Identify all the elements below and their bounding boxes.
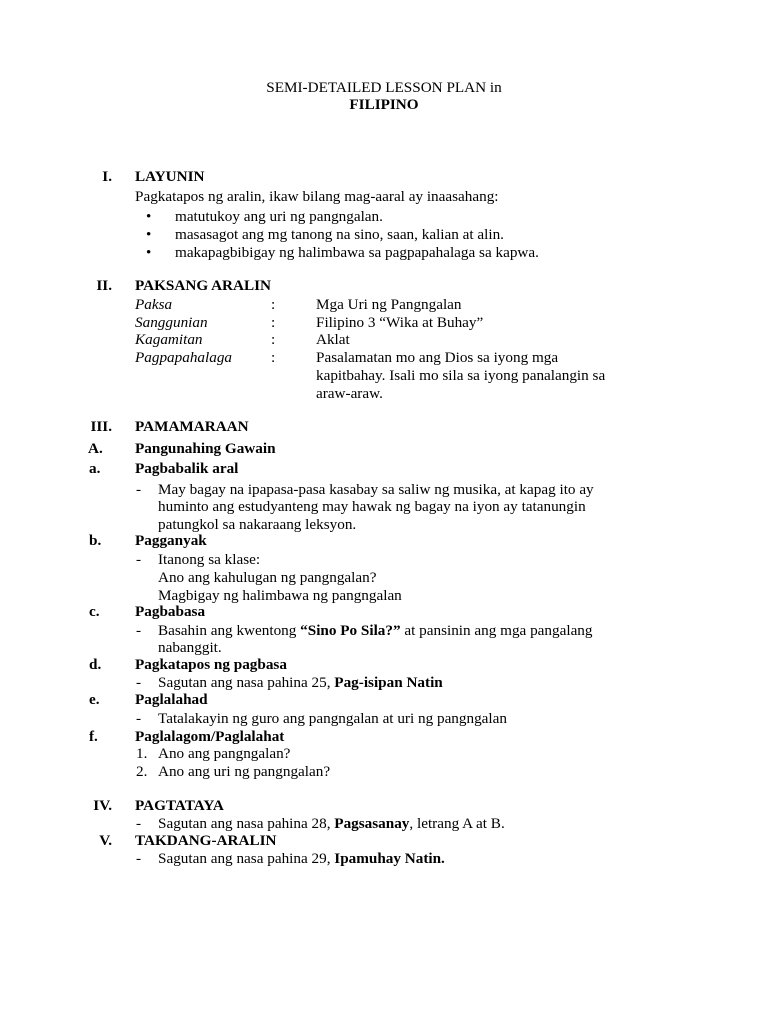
step-d-letter: d. xyxy=(89,656,102,673)
dash: - xyxy=(136,551,142,568)
list-number: 1. xyxy=(136,745,148,762)
assessment-text-pre: Sagutan ang nasa pahina 28, xyxy=(158,815,335,832)
colon: : xyxy=(271,349,276,366)
step-f-letter: f. xyxy=(89,728,98,745)
bullet-icon: • xyxy=(146,244,152,261)
step-b-title: Pagganyak xyxy=(135,532,207,549)
materials-value: Aklat xyxy=(316,331,350,348)
objective-item: matutukoy ang uri ng pangngalan. xyxy=(175,208,383,225)
step-c-letter: c. xyxy=(89,603,100,620)
step-c-text-pre: Basahin ang kwentong xyxy=(158,622,301,639)
assessment-text-post: , letrang A at B. xyxy=(409,815,505,832)
step-b-text: Ano ang kahulugan ng pangngalan? xyxy=(158,569,377,586)
colon: : xyxy=(271,331,276,348)
values-value: araw-araw. xyxy=(316,385,383,402)
bullet-icon: • xyxy=(146,226,152,243)
subsection-A-title: Pangunahing Gawain xyxy=(135,440,276,457)
homework-text xyxy=(158,850,445,868)
step-a-title: Pagbabalik aral xyxy=(135,460,239,477)
dash: - xyxy=(136,622,142,639)
step-e-title: Paglalahad xyxy=(135,691,208,708)
step-d-text xyxy=(158,674,443,692)
step-c-text xyxy=(158,622,593,640)
topic-label: Paksa xyxy=(135,296,173,313)
step-c-text-post: at pansinin ang mga pangalang xyxy=(400,622,593,639)
colon: : xyxy=(271,314,276,331)
colon: : xyxy=(271,296,276,313)
section-3-title: PAMAMARAAN xyxy=(135,418,249,435)
section-5-number: V. xyxy=(99,832,112,849)
objective-item: makapagbibigay ng halimbawa sa pagpapahalaga sa kapwa. xyxy=(175,244,539,261)
assessment-text xyxy=(158,815,505,833)
section-1-title: LAYUNIN xyxy=(135,168,205,185)
section-2-title: PAKSANG ARALIN xyxy=(135,277,271,294)
reference-label: Sanggunian xyxy=(135,314,208,331)
section-2-number: II. xyxy=(96,277,112,294)
section-1-number: I. xyxy=(102,168,112,185)
subsection-A-number: A. xyxy=(88,440,103,457)
step-a-text: May bagay na ipapasa-pasa kasabay sa saliw ng musika, at kapag ito ay xyxy=(158,481,594,498)
exercise-title: Pagsasanay xyxy=(334,815,410,832)
step-a-letter: a. xyxy=(89,460,101,477)
materials-label: Kagamitan xyxy=(135,331,203,348)
step-f-title: Paglalagom/Paglalahat xyxy=(135,728,285,745)
document-subject: FILIPINO xyxy=(349,96,419,113)
story-title: “Sino Po Sila?” xyxy=(300,622,401,639)
activity-title: Pag-isipan Natin xyxy=(334,674,443,691)
section-3-number: III. xyxy=(90,418,112,435)
dash: - xyxy=(136,481,142,498)
step-d-title: Pagkatapos ng pagbasa xyxy=(135,656,287,673)
step-a-text: patungkol sa nakaraang leksyon. xyxy=(158,516,357,533)
homework-text-pre: Sagutan ang nasa pahina 29, xyxy=(158,850,335,867)
dash: - xyxy=(136,815,142,832)
step-e-text: Tatalakayin ng guro ang pangngalan at uri ng pangngalan xyxy=(158,710,507,727)
step-c-title: Pagbabasa xyxy=(135,603,206,620)
step-a-text: huminto ang estudyanteng may hawak ng bagay na iyon ay tatanungin xyxy=(158,498,586,515)
dash: - xyxy=(136,674,142,691)
section-4-title: PAGTATAYA xyxy=(135,797,224,814)
topic-value: Mga Uri ng Pangngalan xyxy=(316,296,462,313)
question-item: Ano ang pangngalan? xyxy=(158,745,291,762)
values-label: Pagpapahalaga xyxy=(135,349,233,366)
document-title: SEMI-DETAILED LESSON PLAN in xyxy=(266,79,502,96)
section-1-intro: Pagkatapos ng aralin, ikaw bilang mag-aaral ay inaasahang: xyxy=(135,188,499,205)
step-c-text: nabanggit. xyxy=(158,639,222,656)
step-b-text: Itanong sa klase: xyxy=(158,551,261,568)
values-value: kapitbahay. Isali mo sila sa iyong panalangin sa xyxy=(316,367,606,384)
reference-value: Filipino 3 “Wika at Buhay” xyxy=(316,314,484,331)
step-d-text-pre: Sagutan ang nasa pahina 25, xyxy=(158,674,335,691)
step-e-letter: e. xyxy=(89,691,100,708)
step-b-letter: b. xyxy=(89,532,102,549)
list-number: 2. xyxy=(136,763,148,780)
section-4-number: IV. xyxy=(93,797,112,814)
bullet-icon: • xyxy=(146,208,152,225)
objective-item: masasagot ang mg tanong na sino, saan, kalian at alin. xyxy=(175,226,504,243)
dash: - xyxy=(136,710,142,727)
section-5-title: TAKDANG-ARALIN xyxy=(135,832,277,849)
dash: - xyxy=(136,850,142,867)
step-b-text: Magbigay ng halimbawa ng pangngalan xyxy=(158,587,402,604)
values-value: Pasalamatan mo ang Dios sa iyong mga xyxy=(316,349,559,366)
homework-activity-title: Ipamuhay Natin. xyxy=(334,850,445,867)
question-item: Ano ang uri ng pangngalan? xyxy=(158,763,331,780)
